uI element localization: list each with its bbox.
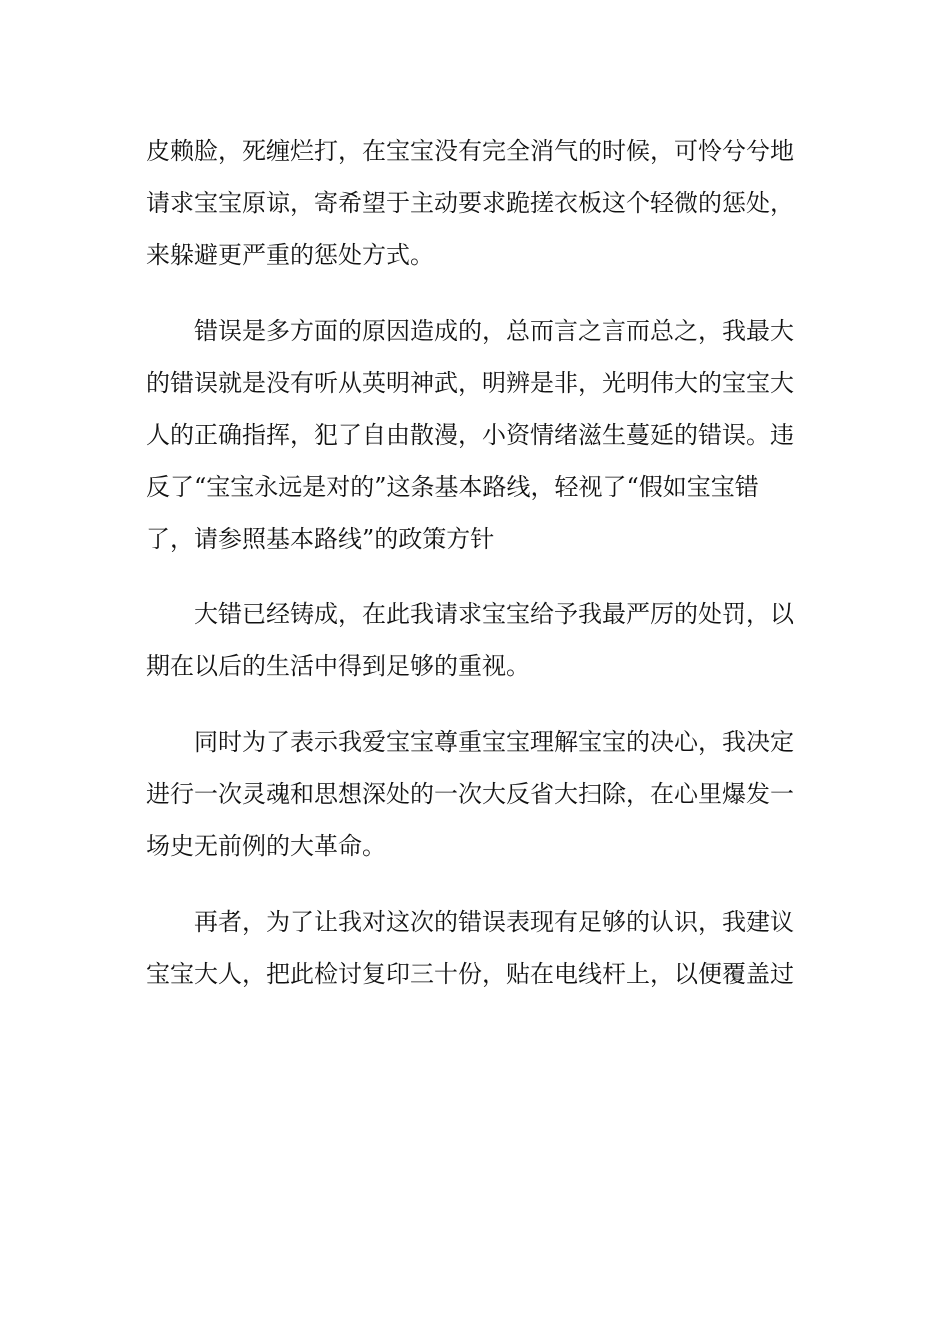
paragraph [146, 125, 806, 281]
paragraph [146, 896, 806, 1000]
text-line: 了，请参照基本路线”的政策方针 [146, 524, 495, 553]
text-line: 同时为了表示我爱宝宝尊重宝宝理解宝宝的决心，我决定 [194, 728, 794, 757]
document-body [146, 125, 806, 1000]
text-line: 皮赖脸，死缠烂打，在宝宝没有完全消气的时候，可怜兮兮地 [146, 137, 794, 165]
text-line: 宝宝大人，把此检讨复印三十份，贴在电线杆上，以便覆盖过 [146, 959, 794, 988]
text-line: 场史无前例的大革命。 [146, 832, 386, 861]
text-line: 错误是多方面的原因造成的，总而言之言而总之，我最大 [194, 316, 794, 345]
paragraph [146, 716, 806, 872]
text-line: 反了“宝宝永远是对的”这条基本路线，轻视了“假如宝宝错 [146, 472, 759, 501]
text-line: 的错误就是没有听从英明神武，明辨是非，光明伟大的宝宝大 [146, 368, 794, 397]
text-line: 大错已经铸成，在此我请求宝宝给予我最严厉的处罚，以 [194, 600, 794, 629]
text-line: 期在以后的生活中得到足够的重视。 [146, 652, 530, 681]
text-line: 人的正确指挥，犯了自由散漫，小资情绪滋生蔓延的错误。违 [146, 420, 794, 449]
text-line: 来躲避更严重的惩处方式。 [146, 241, 434, 269]
paragraph [146, 588, 806, 692]
paragraph [146, 305, 806, 565]
text-line: 请求宝宝原谅，寄希望于主动要求跪搓衣板这个轻微的惩处， [146, 189, 794, 217]
text-line: 再者，为了让我对这次的错误表现有足够的认识，我建议 [194, 907, 794, 936]
text-line: 进行一次灵魂和思想深处的一次大反省大扫除，在心里爆发一 [146, 780, 794, 809]
